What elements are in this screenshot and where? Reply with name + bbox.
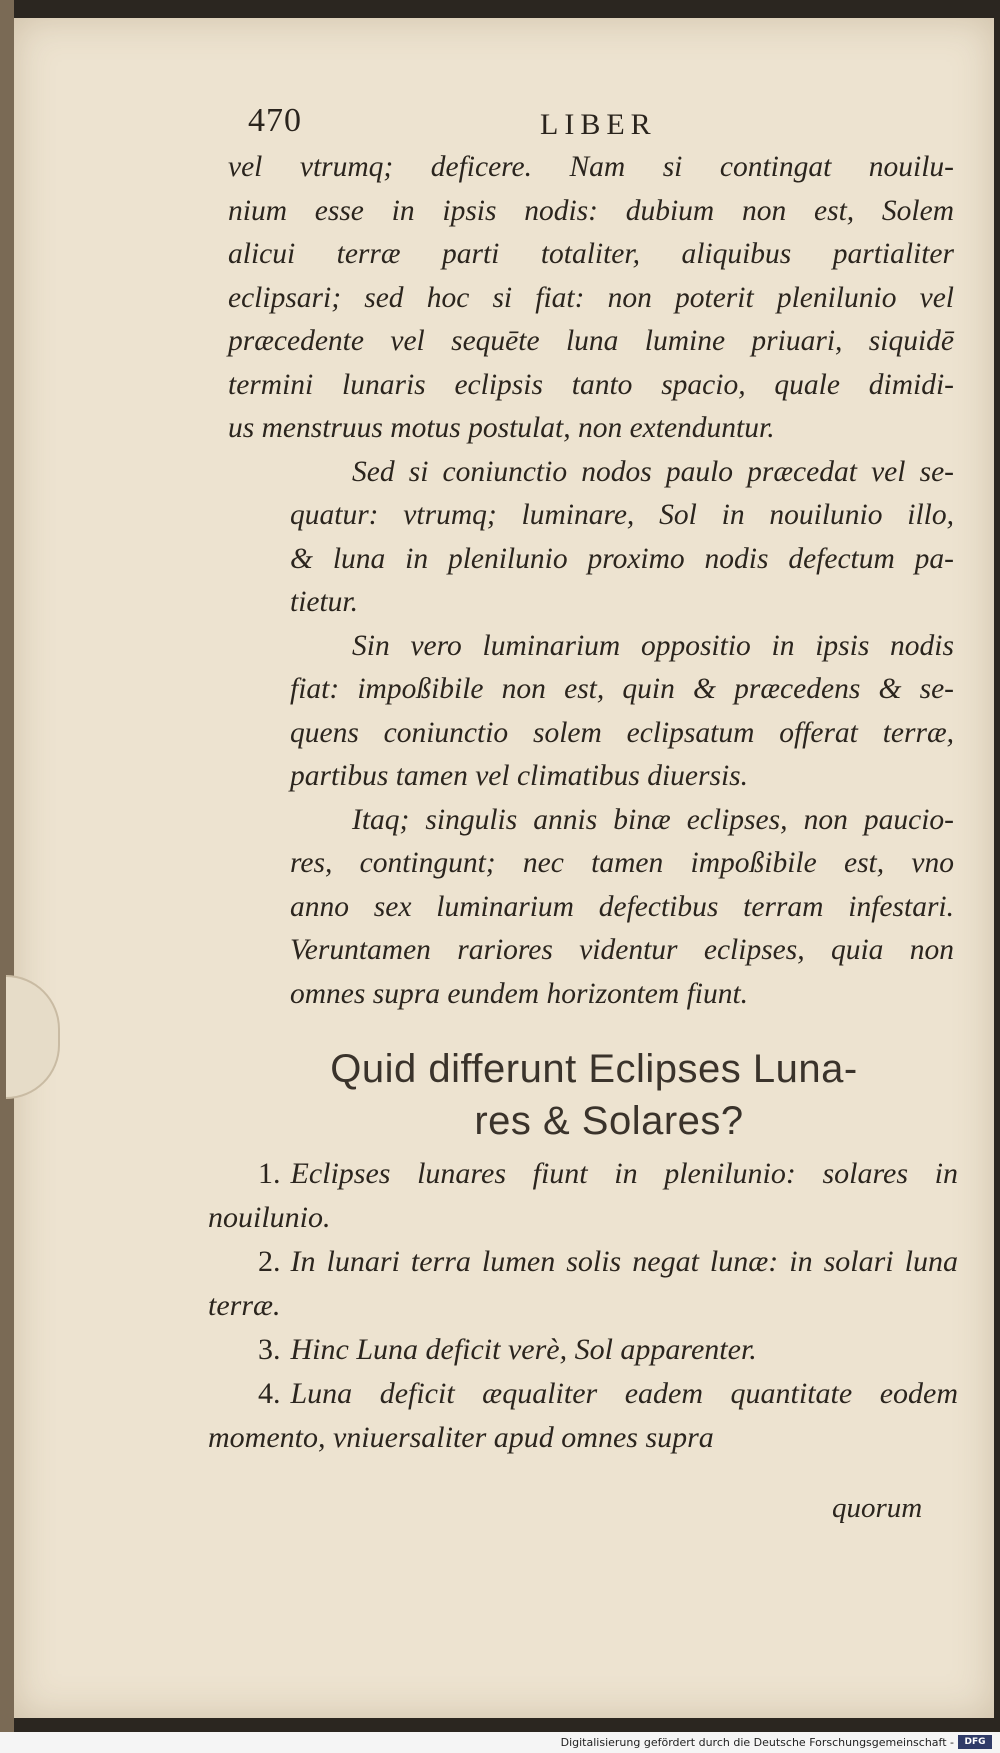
text-line: omnes supra eundem horizontem fiunt. [290,977,749,1010]
text-line: alicui terræ parti totaliter, aliquibus partialiter [228,238,954,270]
section-heading-line: Quid differunt Eclipses Luna- [330,1047,858,1091]
text-line: Sed si coniunctio nodos paulo præcedat vel se- [352,455,954,488]
text-line: tietur. [290,586,359,618]
numbered-list [208,1152,958,1460]
catchword: quorum [832,1492,923,1524]
list-item [208,1328,958,1372]
list-text: Luna deficit æqualiter eadem quantitate eodem momento, vniuersaliter apud omnes supra [208,1377,958,1454]
list-text: Hinc Luna deficit verè, Sol apparenter. [290,1333,757,1366]
page-header [248,102,698,146]
list-item [208,1240,958,1328]
section-heading-line: res & Solares? [474,1099,744,1143]
text-line: fiat: impoßibile non est, quin & præcedens & se- [290,673,954,705]
list-number: 4. [258,1377,281,1410]
footer-credit: Digitalisierung gefördert durch die Deutsche Forschungsgemeinschaft - [560,1736,954,1749]
paragraph-1 [228,146,954,451]
paragraph-4 [228,799,954,1017]
paragraph-2 [228,451,954,625]
dfg-logo: DFG [958,1735,992,1749]
list-text: Eclipses lunares fiunt in plenilunio: solares in nouilunio. [208,1157,958,1234]
text-line: termini lunaris eclipsis tanto spacio, quale dimidi- [228,368,954,401]
text-line: eclipsari; sed hoc si fiat: non poterit plenilunio vel [228,281,954,314]
digitization-footer [0,1732,1000,1753]
book-edge [0,0,14,1753]
text-line: Sin vero luminarium oppositio in ipsis nodis [352,629,954,662]
text-line: us menstruus motus postulat, non extenduntur. [228,412,775,444]
text-line: nium esse in ipsis nodis: dubium non est, Solem [228,194,954,227]
text-line: quatur: vtrumq; luminare, Sol in nouilunio illo, [290,499,954,531]
body-text [228,146,954,1016]
page-number: 470 [248,102,302,139]
list-number: 3. [258,1333,281,1366]
section-heading [214,1043,974,1147]
text-line: anno sex luminarium defectibus terram infestari. [290,890,954,923]
text-line: partibus tamen vel climatibus diuersis. [290,760,749,792]
text-line: & luna in plenilunio proximo nodis defectum pa- [290,542,954,575]
text-line: Veruntamen rariores videntur eclipses, quia non [290,934,954,966]
text-line: Itaq; singulis annis binæ eclipses, non paucio- [352,803,954,836]
list-text: In lunari terra lumen solis negat lunæ: in solari luna terræ. [208,1245,958,1322]
text-line: res, contingunt; nec tamen impoßibile est, vno [290,847,954,879]
text-line: præcedente vel sequēte luna lumine priuari, siquidē [228,325,954,357]
paragraph-3 [228,625,954,799]
list-item [208,1372,958,1460]
list-number: 1. [258,1157,281,1190]
text-line: quens coniunctio solem eclipsatum offerat terræ, [290,716,954,749]
running-head: LIBER [540,108,657,141]
list-item [208,1152,958,1240]
list-number: 2. [258,1245,281,1278]
text-line: vel vtrumq; deficere. Nam si contingat nouilu- [228,151,954,183]
